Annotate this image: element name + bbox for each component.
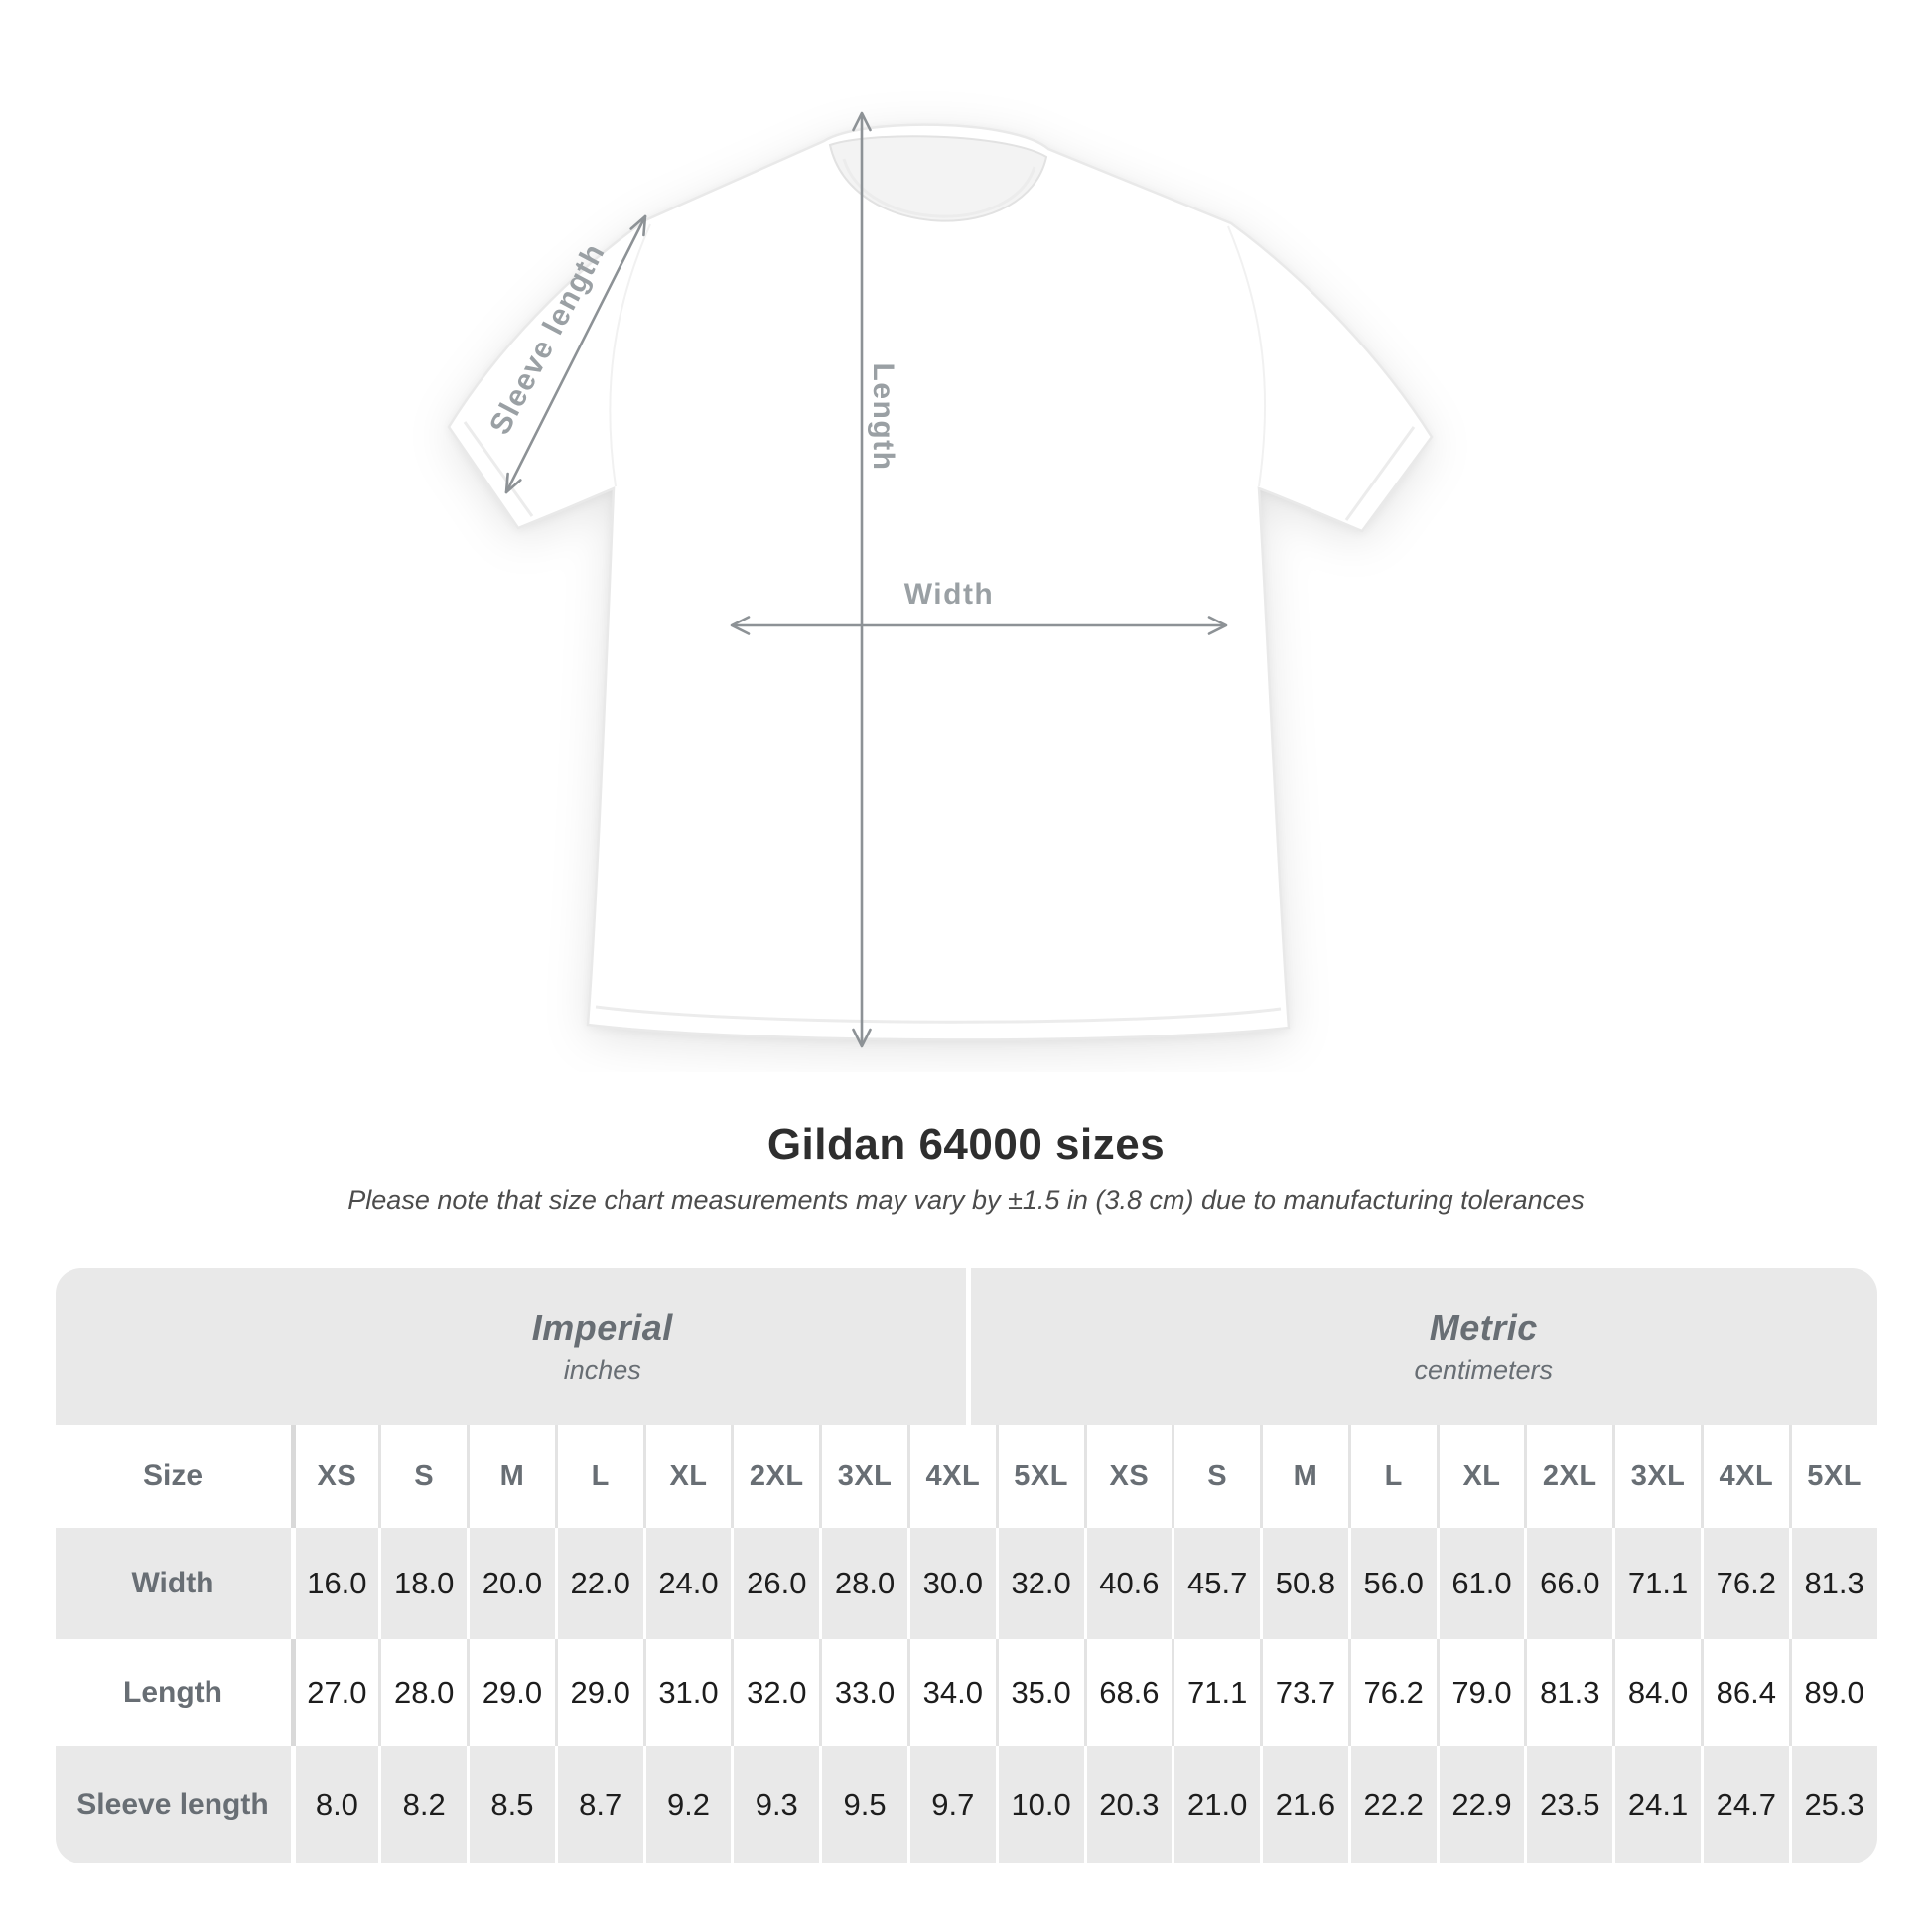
sleeve-value-cell: 8.2	[378, 1746, 467, 1863]
width-value-cell: 16.0	[291, 1528, 379, 1639]
table-row-sleeve-length	[56, 1746, 1877, 1863]
sleeve-value-cell: 24.1	[1612, 1746, 1701, 1863]
row-label-length: Length	[123, 1676, 222, 1709]
length-value-cell: 89.0	[1789, 1639, 1877, 1746]
sleeve-value-cell: 9.5	[819, 1746, 907, 1863]
sleeve-value-cell: 9.7	[907, 1746, 996, 1863]
length-value-cell: 81.3	[1524, 1639, 1612, 1746]
size-header-cell: M	[1260, 1425, 1348, 1528]
metric-sublabel: centimeters	[1414, 1354, 1554, 1385]
length-value-cell: 73.7	[1260, 1639, 1348, 1746]
size-header-cell: 4XL	[907, 1425, 996, 1528]
sleeve-value-cell: 20.3	[1084, 1746, 1173, 1863]
size-header-cell: 5XL	[996, 1425, 1084, 1528]
sleeve-value-cell: 23.5	[1524, 1746, 1612, 1863]
width-value-cell: 22.0	[555, 1528, 643, 1639]
width-value-cell: 18.0	[378, 1528, 467, 1639]
row-label-width: Width	[131, 1567, 214, 1599]
width-value-cell: 66.0	[1524, 1528, 1612, 1639]
width-value-cell: 71.1	[1612, 1528, 1701, 1639]
sleeve-value-cell: 9.2	[643, 1746, 732, 1863]
size-header-row	[56, 1425, 1877, 1528]
size-header-cell: 2XL	[731, 1425, 819, 1528]
length-value-cell: 76.2	[1348, 1639, 1437, 1746]
width-value-cell: 81.3	[1789, 1528, 1877, 1639]
imperial-label: Imperial	[531, 1307, 673, 1348]
width-value-cell: 26.0	[731, 1528, 819, 1639]
width-value-cell: 61.0	[1437, 1528, 1525, 1639]
sleeve-value-cell: 22.9	[1437, 1746, 1525, 1863]
table-row-length	[56, 1639, 1877, 1746]
length-value-cell: 35.0	[996, 1639, 1084, 1746]
length-value-cell: 31.0	[643, 1639, 732, 1746]
size-header-cell: M	[467, 1425, 555, 1528]
length-value-cell: 84.0	[1612, 1639, 1701, 1746]
tolerance-note: Please note that size chart measurements may vary by ±1.5 in (3.8 cm) due to manufacturing tolerances	[347, 1185, 1585, 1215]
size-header-cell: XL	[1437, 1425, 1525, 1528]
sleeve-value-cell: 8.7	[555, 1746, 643, 1863]
size-header-cell: 3XL	[1612, 1425, 1701, 1528]
size-chart-table	[56, 1268, 1877, 1863]
size-header-cell: 4XL	[1701, 1425, 1789, 1528]
imperial-sublabel: inches	[563, 1354, 641, 1385]
length-value-cell: 71.1	[1172, 1639, 1260, 1746]
sleeve-value-cell: 22.2	[1348, 1746, 1437, 1863]
sleeve-value-cell: 21.0	[1172, 1746, 1260, 1863]
length-value-cell: 29.0	[467, 1639, 555, 1746]
page-title: Gildan 64000 sizes	[766, 1120, 1166, 1169]
length-value-cell: 29.0	[555, 1639, 643, 1746]
width-value-cell: 30.0	[907, 1528, 996, 1639]
width-value-cell: 28.0	[819, 1528, 907, 1639]
length-value-cell: 27.0	[291, 1639, 379, 1746]
sleeve-value-cell: 9.3	[731, 1746, 819, 1863]
size-header-cell: XS	[291, 1425, 379, 1528]
size-header-cell: L	[555, 1425, 643, 1528]
sleeve-length-annotation: Sleeve length	[483, 237, 613, 440]
width-value-cell: 32.0	[996, 1528, 1084, 1639]
table-row-width	[56, 1528, 1877, 1639]
length-value-cell: 68.6	[1084, 1639, 1173, 1746]
length-value-cell: 86.4	[1701, 1639, 1789, 1746]
imperial-unit-header	[56, 1268, 967, 1425]
length-value-cell: 32.0	[731, 1639, 819, 1746]
width-value-cell: 20.0	[467, 1528, 555, 1639]
metric-unit-header	[966, 1268, 1877, 1425]
width-value-cell: 50.8	[1260, 1528, 1348, 1639]
row-label-sleeve-length: Sleeve length	[76, 1788, 269, 1821]
metric-label: Metric	[1429, 1307, 1538, 1348]
sleeve-value-cell: 10.0	[996, 1746, 1084, 1863]
size-header-cell: S	[1172, 1425, 1260, 1528]
length-value-cell: 34.0	[907, 1639, 996, 1746]
sleeve-value-cell: 8.5	[467, 1746, 555, 1863]
sleeve-value-cell: 25.3	[1789, 1746, 1877, 1863]
sleeve-value-cell: 8.0	[291, 1746, 379, 1863]
width-value-cell: 24.0	[643, 1528, 732, 1639]
sleeve-value-cell: 24.7	[1701, 1746, 1789, 1863]
size-header-cell: 5XL	[1789, 1425, 1877, 1528]
width-annotation: Width	[903, 577, 995, 611]
length-value-cell: 28.0	[378, 1639, 467, 1746]
size-header-cell: S	[378, 1425, 467, 1528]
width-value-cell: 45.7	[1172, 1528, 1260, 1639]
width-value-cell: 56.0	[1348, 1528, 1437, 1639]
size-column-label: Size	[142, 1459, 204, 1492]
size-header-cell: 2XL	[1524, 1425, 1612, 1528]
length-value-cell: 79.0	[1437, 1639, 1525, 1746]
size-header-cell: XS	[1084, 1425, 1173, 1528]
unit-header-row	[56, 1268, 1877, 1425]
width-value-cell: 40.6	[1084, 1528, 1173, 1639]
size-header-cell: XL	[643, 1425, 732, 1528]
width-value-cell: 76.2	[1701, 1528, 1789, 1639]
length-value-cell: 33.0	[819, 1639, 907, 1746]
length-annotation: Length	[867, 362, 900, 472]
size-header-cell: L	[1348, 1425, 1437, 1528]
sleeve-value-cell: 21.6	[1260, 1746, 1348, 1863]
size-header-cell: 3XL	[819, 1425, 907, 1528]
